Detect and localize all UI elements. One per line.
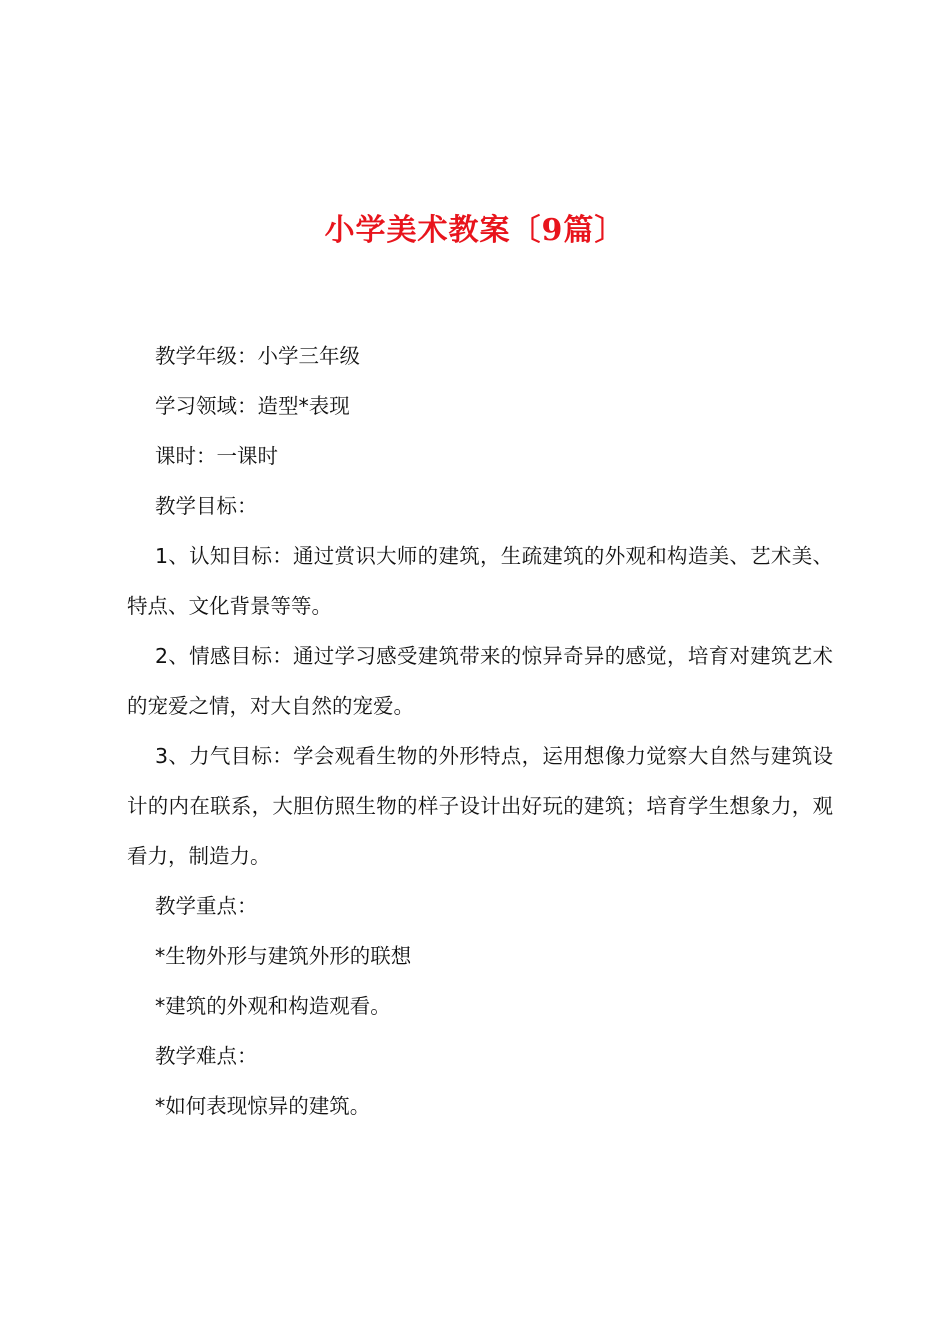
paragraph-objective-cognitive: 1、认知目标：通过赏识大师的建筑，生疏建筑的外观和构造美、艺术美、特点、文化背景等等。 [127, 544, 833, 618]
paragraph-objectives-heading: 教学目标： [155, 494, 258, 518]
paragraph-objective-ability: 3、力气目标：学会观看生物的外形特点，运用想像力觉察大自然与建筑设计的内在联系，大胆仿照生物的样子设计出好玩的建筑；培育学生想象力，观看力，制造力。 [127, 744, 833, 868]
paragraph-key-point-2: *建筑的外观和构造观看。 [155, 994, 391, 1018]
paragraph-difficulty-1: *如何表现惊异的建筑。 [155, 1094, 371, 1118]
paragraph-objective-emotional: 2、情感目标：通过学习感受建筑带来的惊异奇异的感觉，培育对建筑艺术的宠爱之情，对大自然的宠爱。 [127, 644, 833, 718]
paragraph-lesson-time: 课时：一课时 [155, 444, 278, 468]
document-title: 小学美术教案〔9篇〕 [324, 213, 626, 248]
document-body [127, 331, 833, 1131]
paragraph-field: 学习领域：造型*表现 [155, 394, 350, 418]
paragraph-key-point-1: *生物外形与建筑外形的联想 [155, 944, 412, 968]
paragraph-key-points-heading: 教学重点： [155, 894, 258, 918]
paragraph-difficulties-heading: 教学难点： [155, 1044, 258, 1068]
paragraph-grade: 教学年级：小学三年级 [155, 344, 360, 368]
